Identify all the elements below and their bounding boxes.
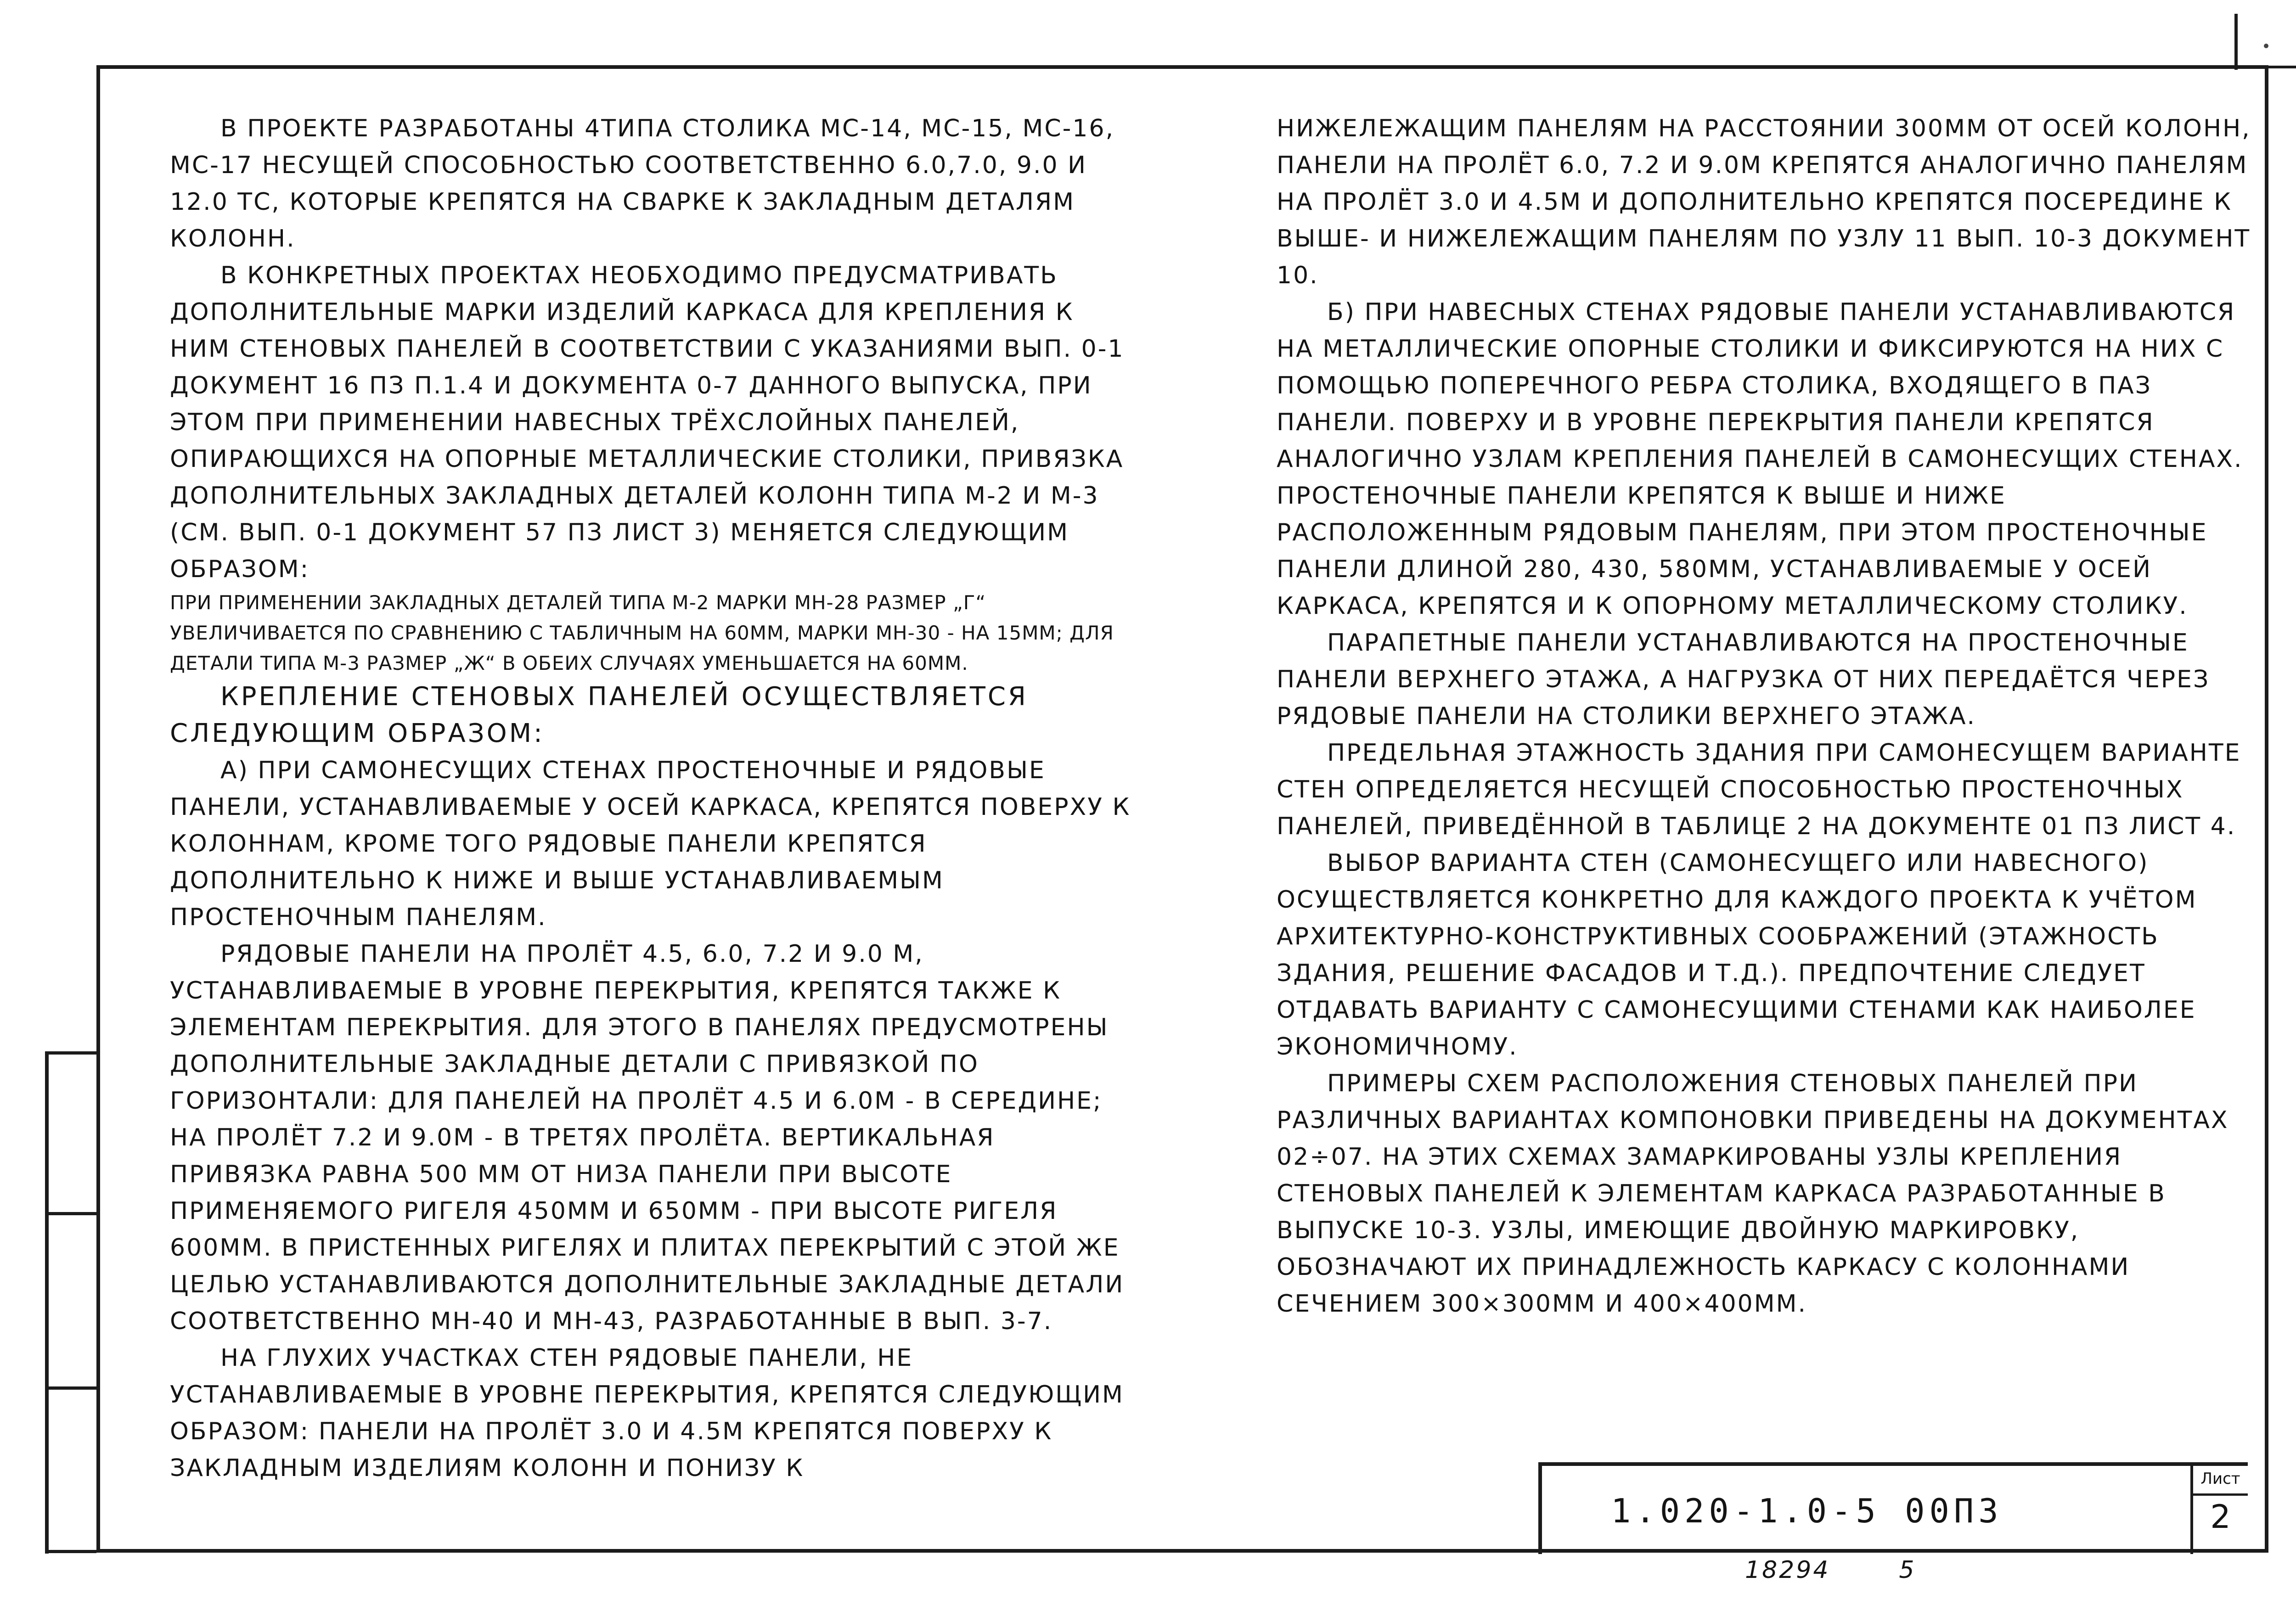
binding-tick xyxy=(45,1051,96,1055)
paragraph: Б) ПРИ НАВЕСНЫХ СТЕНАХ РЯДОВЫЕ ПАНЕЛИ УСТАНАВЛИВАЮТСЯ НА МЕТАЛЛИЧЕСКИЕ ОПОРНЫЕ СТОЛИКИ И ФИКСИРУЮТСЯ НА НИХ С ПОМОЩЬЮ ПОПЕРЕЧНОГО РЕБРА СТОЛИКА, ВХОДЯЩЕГО В ПАЗ ПАНЕЛИ. ПОВЕРХУ И В УРОВНЕ ПЕРЕКРЫТИЯ ПАНЕЛИ КРЕПЯТСЯ АНАЛОГИЧНО УЗЛАМ КРЕПЛЕНИЯ ПАНЕЛЕЙ В САМОНЕСУЩИХ СТЕНАХ. ПРОСТЕНОЧНЫЕ ПАНЕЛИ КРЕПЯТСЯ К ВЫШЕ И НИЖЕ РАСПОЛОЖЕННЫМ РЯДОВЫМ ПАНЕЛЯМ, ПРИ ЭТОМ ПРОСТЕНОЧНЫЕ ПАНЕЛИ ДЛИНОЙ 280, 430, 580ММ, УСТАНАВЛИВАЕМЫЕ У ОСЕЙ КАРКАСА, КРЕПЯТСЯ И К ОПОРНОМУ МЕТАЛЛИЧЕСКОМУ СТОЛИКУ. xyxy=(1277,298,2243,620)
document-code: 1.020-1.0-5 00ПЗ xyxy=(1611,1492,2003,1530)
paragraph: РЯДОВЫЕ ПАНЕЛИ НА ПРОЛЁТ 4.5, 6.0, 7.2 И 9.0 М, УСТАНАВЛИВАЕМЫЕ В УРОВНЕ ПЕРЕКРЫТИЯ, КРЕПЯТСЯ ТАКЖЕ К ЭЛЕМЕНТАМ ПЕРЕКРЫТИЯ. ДЛЯ ЭТОГО В ПАНЕЛЯХ ПРЕДУСМОТРЕНЫ ДОПОЛНИТЕЛЬНЫЕ ЗАКЛАДНЫЕ ДЕТАЛИ С ПРИВЯЗКОЙ ПО ГОРИЗОНТАЛИ: ДЛЯ ПАНЕЛЕЙ НА ПРОЛЁТ 4.5 И 6.0М - В СЕРЕДИНЕ; НА ПРОЛЁТ 7.2 И 9.0М - В ТРЕТЯХ ПРОЛЁТА. ВЕРТИКАЛЬНАЯ ПРИВЯЗКА РАВНА 500 ММ ОТ НИЗА ПАНЕЛИ ПРИ ВЫСОТЕ ПРИМЕНЯЕМОГО РИГЕЛЯ 450ММ И 650ММ - ПРИ ВЫСОТЕ РИГЕЛЯ 600ММ. В ПРИСТЕННЫХ РИГЕЛЯХ И ПЛИТАХ ПЕРЕКРЫТИЙ С ЭТОЙ ЖЕ ЦЕЛЬЮ УСТАНАВЛИВАЮТСЯ ДОПОЛНИТЕЛЬНЫЕ ЗАКЛАДНЫЕ ДЕТАЛИ СООТВЕТСТВЕННО МН-40 И МН-43, РАЗРАБОТАННЫЕ В ВЫП. 3-7. xyxy=(170,940,1125,1335)
left-text-column xyxy=(170,110,1139,1487)
corner-mark xyxy=(2234,66,2296,68)
sheet-number: 2 xyxy=(2210,1498,2231,1536)
paragraph: ПРЕДЕЛЬНАЯ ЭТАЖНОСТЬ ЗДАНИЯ ПРИ САМОНЕСУЩЕМ ВАРИАНТЕ СТЕН ОПРЕДЕЛЯЕТСЯ НЕСУЩЕЙ СПОСОБНОСТЬЮ ПРОСТЕНОЧНЫХ ПАНЕЛЕЙ, ПРИВЕДЁННОЙ В ТАБЛИЦЕ 2 НА ДОКУМЕНТЕ 01 ПЗ ЛИСТ 4. xyxy=(1277,739,2241,840)
inventory-number: 18294 xyxy=(1745,1556,1830,1584)
binding-tick xyxy=(45,1386,96,1390)
corner-mark xyxy=(2234,14,2238,70)
binding-tick xyxy=(45,1212,96,1215)
right-text-column xyxy=(1277,110,2259,1322)
binding-tick xyxy=(45,1550,96,1553)
paragraph: ПРИ ПРИМЕНЕНИИ ЗАКЛАДНЫХ ДЕТАЛЕЙ ТИПА М-2 МАРКИ МН-28 РАЗМЕР „Г“ УВЕЛИЧИВАЕТСЯ ПО СРАВНЕНИЮ С ТАБЛИЧНЫМ НА 60ММ, МАРКИ МН-30 - НА 15ММ; ДЛЯ ДЕТАЛИ ТИПА М-3 РАЗМЕР „Ж“ В ОБЕИХ СЛУЧАЯХ УМЕНЬШАЕТСЯ НА 60ММ. xyxy=(170,591,1114,674)
paragraph: КРЕПЛЕНИЕ СТЕНОВЫХ ПАНЕЛЕЙ ОСУЩЕСТВЛЯЕТСЯ СЛЕДУЮЩИМ ОБРАЗОМ: xyxy=(170,682,1028,748)
sheet-cell xyxy=(2190,1466,2248,1554)
paragraph: НИЖЕЛЕЖАЩИМ ПАНЕЛЯМ НА РАССТОЯНИИ 300ММ ОТ ОСЕЙ КОЛОНН, ПАНЕЛИ НА ПРОЛЁТ 6.0, 7.2 И 9.0М КРЕПЯТСЯ АНАЛОГИЧНО ПАНЕЛЯМ НА ПРОЛЁТ 3.0 И 4.5М И ДОПОЛНИТЕЛЬНО КРЕПЯТСЯ ПОСЕРЕДИНЕ К ВЫШЕ- И НИЖЕЛЕЖАЩИМ ПАНЕЛЯМ ПО УЗЛУ 11 ВЫП. 10-3 ДОКУМЕНТ 10. xyxy=(1277,115,2251,289)
footer-note xyxy=(1745,1556,1916,1584)
paragraph: ВЫБОР ВАРИАНТА СТЕН (САМОНЕСУЩЕГО ИЛИ НАВЕСНОГО) ОСУЩЕСТВЛЯЕТСЯ КОНКРЕТНО ДЛЯ КАЖДОГО ПРОЕКТА К УЧЁТОМ АРХИТЕКТУРНО-КОНСТРУКТИВНЫХ СООБРАЖЕНИЙ (ЭТАЖНОСТЬ ЗДАНИЯ, РЕШЕНИЕ ФАСАДОВ И Т.Д.). ПРЕДПОЧТЕНИЕ СЛЕДУЕТ ОТДАВАТЬ ВАРИАНТУ С САМОНЕСУЩИМИ СТЕНАМИ КАК НАИБОЛЕЕ ЭКОНОМИЧНОМУ. xyxy=(1277,849,2197,1061)
sheet-label: Лист xyxy=(2193,1466,2248,1496)
title-block xyxy=(1538,1462,2248,1554)
corner-dot xyxy=(2264,44,2268,48)
binding-line xyxy=(45,1051,49,1554)
paragraph: НА ГЛУХИХ УЧАСТКАХ СТЕН РЯДОВЫЕ ПАНЕЛИ, НЕ УСТАНАВЛИВАЕМЫЕ В УРОВНЕ ПЕРЕКРЫТИЯ, КРЕПЯТСЯ СЛЕДУЮЩИМ ОБРАЗОМ: ПАНЕЛИ НА ПРОЛЁТ 3.0 И 4.5М КРЕПЯТСЯ ПОВЕРХУ К ЗАКЛАДНЫМ ИЗДЕЛИЯМ КОЛОНН И ПОНИЗУ К xyxy=(170,1344,1124,1482)
paragraph: В ПРОЕКТЕ РАЗРАБОТАНЫ 4ТИПА СТОЛИКА МС-14, МС-15, МС-16, МС-17 НЕСУЩЕЙ СПОСОБНОСТЬЮ СООТВЕТСТВЕННО 6.0,7.0, 9.0 И 12.0 ТС, КОТОРЫЕ КРЕПЯТСЯ НА СВАРКЕ К ЗАКЛАДНЫМ ДЕТАЛЯМ КОЛОНН. xyxy=(170,115,1115,253)
paragraph: ПРИМЕРЫ СХЕМ РАСПОЛОЖЕНИЯ СТЕНОВЫХ ПАНЕЛЕЙ ПРИ РАЗЛИЧНЫХ ВАРИАНТАХ КОМПОНОВКИ ПРИВЕДЕНЫ НА ДОКУМЕНТАХ 02÷07. НА ЭТИХ СХЕМАХ ЗАМАРКИРОВАНЫ УЗЛЫ КРЕПЛЕНИЯ СТЕНОВЫХ ПАНЕЛЕЙ К ЭЛЕМЕНТАМ КАРКАСА РАЗРАБОТАННЫЕ В ВЫПУСКЕ 10-3. УЗЛЫ, ИМЕЮЩИЕ ДВОЙНУЮ МАРКИРОВКУ, ОБОЗНАЧАЮТ ИХ ПРИНАДЛЕЖНОСТЬ КАРКАСУ С КОЛОННАМИ СЕЧЕНИЕМ 300×300ММ И 400×400ММ. xyxy=(1277,1070,2229,1318)
paragraph: ПАРАПЕТНЫЕ ПАНЕЛИ УСТАНАВЛИВАЮТСЯ НА ПРОСТЕНОЧНЫЕ ПАНЕЛИ ВЕРХНЕГО ЭТАЖА, А НАГРУЗКА ОТ НИХ ПЕРЕДАЁТСЯ ЧЕРЕЗ РЯДОВЫЕ ПАНЕЛИ НА СТОЛИКИ ВЕРХНЕГО ЭТАЖА. xyxy=(1277,629,2210,730)
paragraph: В КОНКРЕТНЫХ ПРОЕКТАХ НЕОБХОДИМО ПРЕДУСМАТРИВАТЬ ДОПОЛНИТЕЛЬНЫЕ МАРКИ ИЗДЕЛИЙ КАРКАСА ДЛЯ КРЕПЛЕНИЯ К НИМ СТЕНОВЫХ ПАНЕЛЕЙ В СООТВЕТСТВИИ С УКАЗАНИЯМИ ВЫП. 0-1 ДОКУМЕНТ 16 ПЗ П.1.4 И ДОКУМЕНТА 0-7 ДАННОГО ВЫПУСКА, ПРИ ЭТОМ ПРИ ПРИМЕНЕНИИ НАВЕСНЫХ ТРЁХСЛОЙНЫХ ПАНЕЛЕЙ, ОПИРАЮЩИХСЯ НА ОПОРНЫЕ МЕТАЛЛИЧЕСКИЕ СТОЛИКИ, ПРИВЯЗКА ДОПОЛНИТЕЛЬНЫХ ЗАКЛАДНЫХ ДЕТАЛЕЙ КОЛОНН ТИПА М-2 И М-3 (СМ. ВЫП. 0-1 ДОКУМЕНТ 57 ПЗ ЛИСТ 3) МЕНЯЕТСЯ СЛЕДУЮЩИМ ОБРАЗОМ: xyxy=(170,262,1125,583)
paragraph: А) ПРИ САМОНЕСУЩИХ СТЕНАХ ПРОСТЕНОЧНЫЕ И РЯДОВЫЕ ПАНЕЛИ, УСТАНАВЛИВАЕМЫЕ У ОСЕЙ КАРКАСА, КРЕПЯТСЯ ПОВЕРХУ К КОЛОННАМ, КРОМЕ ТОГО РЯДОВЫЕ ПАНЕЛИ КРЕПЯТСЯ ДОПОЛНИТЕЛЬНО К НИЖЕ И ВЫШЕ УСТАНАВЛИВАЕМЫМ ПРОСТЕНОЧНЫМ ПАНЕЛЯМ. xyxy=(170,757,1131,931)
page-number: 5 xyxy=(1899,1556,1916,1584)
